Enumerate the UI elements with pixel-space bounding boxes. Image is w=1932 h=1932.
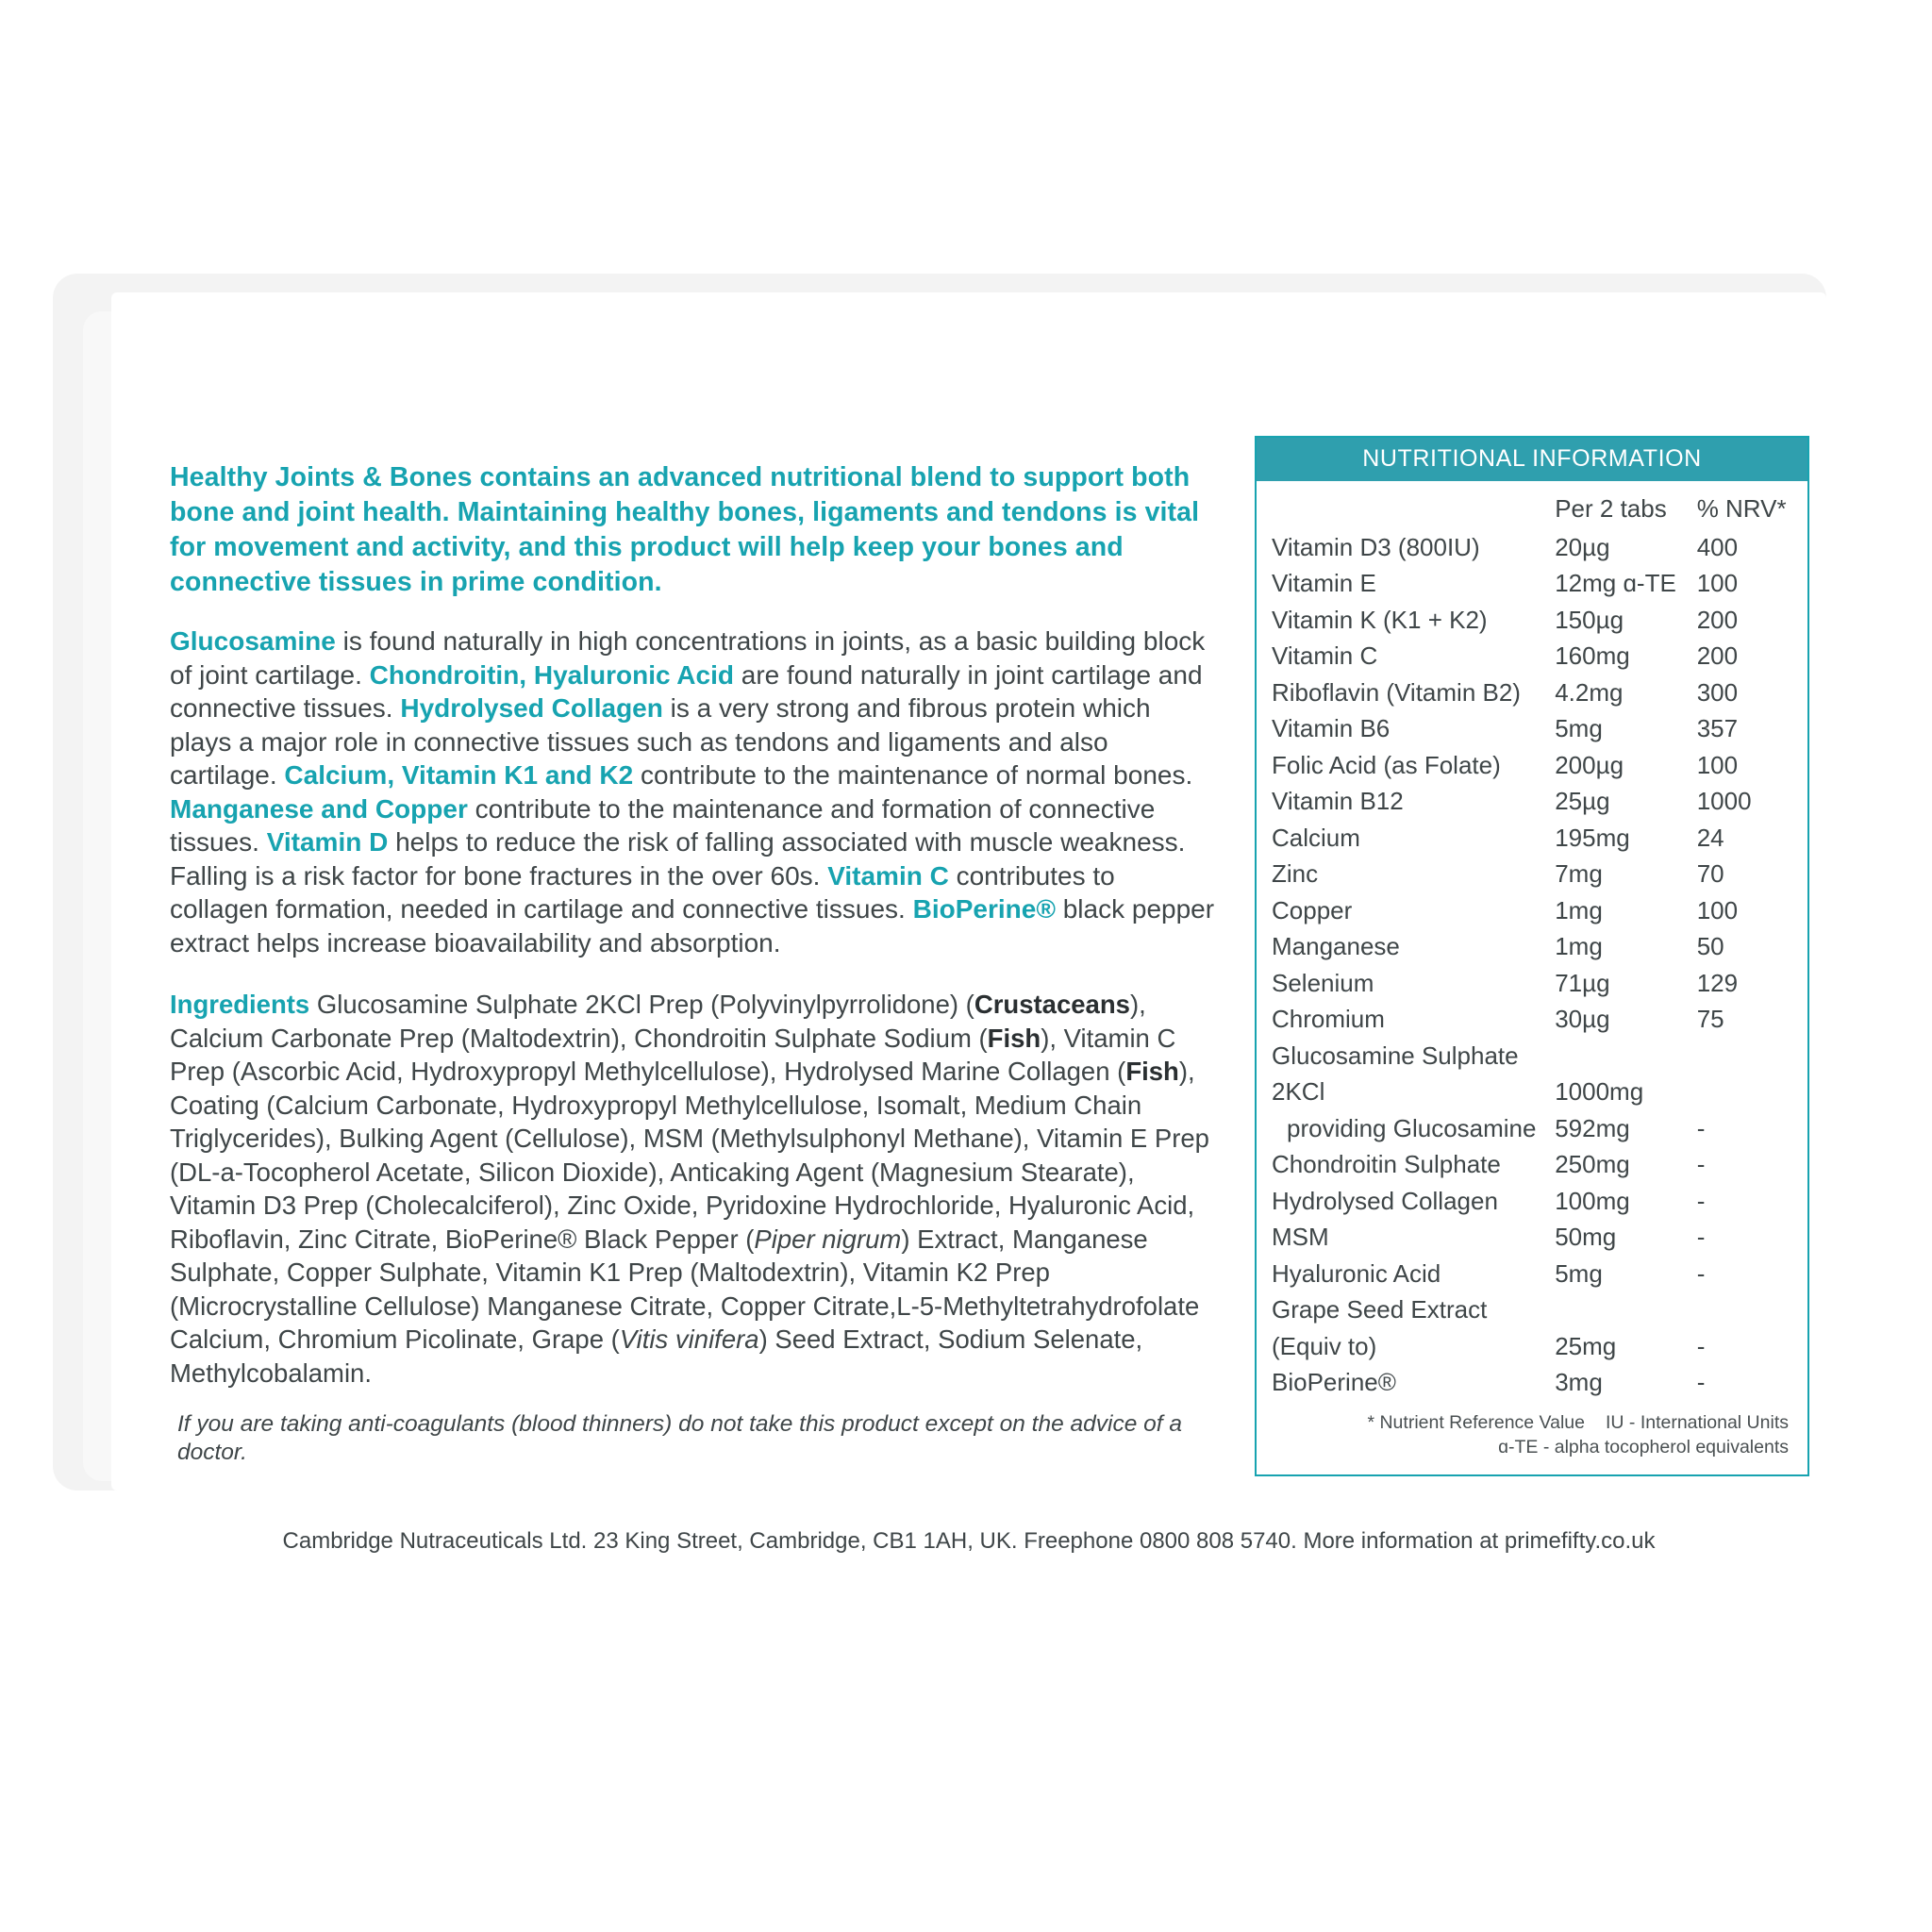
allergen-emphasis: Fish	[1125, 1057, 1179, 1086]
nutrition-row	[1268, 747, 1794, 784]
nutrient-nrv: 100	[1696, 895, 1739, 924]
nutrition-row	[1268, 1146, 1794, 1183]
nutrient-name: Selenium	[1272, 968, 1374, 997]
description-paragraph	[170, 625, 1219, 959]
nutrition-body	[1257, 481, 1807, 1474]
nutrient-name: 2KCl	[1272, 1077, 1325, 1106]
nutrient-nrv: 75	[1696, 1005, 1724, 1033]
nutrient-nrv: -	[1696, 1186, 1706, 1215]
nutrient-nrv: 100	[1696, 569, 1739, 597]
nutrient-amount: 5mg	[1555, 714, 1603, 742]
description-text: helps to reduce the risk of falling associated with muscle weakness. Falling is a risk factor for bone fractures in the over 60s.	[170, 827, 1186, 891]
nutrition-table-header-row	[1268, 491, 1794, 529]
nutrition-row	[1268, 602, 1794, 639]
nutrient-amount: 100mg	[1555, 1186, 1630, 1215]
nutrient-amount: 250mg	[1555, 1150, 1630, 1178]
nutrition-row	[1268, 1256, 1794, 1292]
nutrition-table	[1268, 491, 1794, 1401]
nutrient-nrv: 100	[1696, 750, 1739, 779]
nutrition-row	[1268, 1364, 1794, 1401]
nutrient-nrv: 129	[1696, 968, 1739, 997]
nutrient-amount: 7mg	[1555, 859, 1603, 888]
nutrient-name: Zinc	[1272, 859, 1319, 888]
description-highlight: Calcium, Vitamin K1 and K2	[284, 760, 634, 790]
description-text: black pepper extract helps increase bioavailability and absorption.	[170, 894, 1215, 958]
description-highlight: Glucosamine	[170, 626, 336, 656]
nutrient-nrv: -	[1696, 1223, 1706, 1251]
nutrient-name: BioPerine®	[1272, 1368, 1396, 1396]
nutrient-nrv: -	[1696, 1113, 1706, 1142]
latin-name: Vitis vinifera	[619, 1324, 759, 1354]
description-text: is found naturally in high concentrations in joints, as a basic building block of joint cartilage.	[170, 626, 1206, 690]
nutrient-amount	[1555, 1038, 1696, 1074]
description-highlight: Chondroitin, Hyaluronic Acid	[369, 659, 734, 690]
nutritional-information-box	[1255, 436, 1809, 1476]
nutrient-nrv: -	[1696, 1258, 1706, 1288]
nutrient-name: Hyaluronic Acid	[1272, 1258, 1441, 1288]
header-nutrient	[1268, 491, 1555, 529]
nutrient-name: Vitamin E	[1272, 569, 1376, 597]
nutrient-amount: 150µg	[1555, 605, 1624, 634]
nutrient-amount: 20µg	[1555, 532, 1610, 561]
nutrient-name: Copper	[1272, 895, 1353, 924]
description-highlight: Manganese and Copper	[170, 793, 468, 824]
nutrient-amount: 195mg	[1555, 823, 1630, 852]
nutrient-amount: 1mg	[1555, 932, 1603, 960]
nutrition-row	[1268, 1038, 1794, 1074]
nutrient-amount: 200µg	[1555, 750, 1624, 779]
nutrition-row	[1268, 638, 1794, 675]
nutrient-nrv: 50	[1696, 932, 1724, 960]
nutrient-nrv	[1697, 1074, 1794, 1110]
company-footer: Cambridge Nutraceuticals Ltd. 23 King Street, Cambridge, CB1 1AH, UK. Freephone 0800 808 5740. More information at primefifty.co.uk	[282, 1528, 1656, 1554]
nutrient-nrv: 24	[1696, 823, 1724, 852]
latin-name: Piper nigrum	[754, 1224, 902, 1254]
nutrient-amount	[1555, 1291, 1696, 1328]
nutrient-amount: 4.2mg	[1555, 677, 1624, 707]
nutrient-amount: 71µg	[1555, 968, 1610, 997]
description-text: is a very strong and fibrous protein which plays a major role in connective tissues such as tendons and ligaments and also cartilage.	[170, 693, 1151, 790]
nutrition-row	[1268, 856, 1794, 892]
nutrient-name: Vitamin C	[1272, 641, 1378, 670]
warning-text: If you are taking anti-coagulants (blood thinners) do not take this product except on the advice of a doctor.	[177, 1411, 1183, 1465]
nutrient-nrv: -	[1696, 1368, 1706, 1396]
footnote-iu: IU - International Units	[1605, 1411, 1789, 1433]
description-highlight: Vitamin C	[827, 860, 949, 891]
header-per-2-tabs: Per 2 tabs	[1555, 494, 1667, 523]
nutrition-row	[1268, 529, 1794, 566]
nutrition-row	[1268, 565, 1794, 602]
nutrient-nrv: 1000	[1696, 787, 1752, 815]
nutrition-row	[1268, 1328, 1794, 1365]
nutrient-name: Chondroitin Sulphate	[1272, 1150, 1501, 1178]
description-text: contribute to the maintenance and formation of connective tissues.	[170, 793, 1156, 857]
nutrition-row	[1268, 1183, 1794, 1220]
description-highlight: Hydrolysed Collagen	[400, 693, 663, 723]
nutrient-name: Hydrolysed Collagen	[1272, 1186, 1498, 1215]
nutrient-name: Chromium	[1272, 1005, 1385, 1033]
description-highlight: BioPerine®	[912, 894, 1056, 924]
nutrition-row	[1268, 783, 1794, 820]
nutrient-name: (Equiv to)	[1272, 1331, 1377, 1360]
nutrition-row	[1268, 1001, 1794, 1038]
nutrient-name: Grape Seed Extract	[1272, 1295, 1488, 1324]
nutrient-name: providing Glucosamine	[1287, 1113, 1537, 1142]
nutrition-row	[1268, 928, 1794, 965]
nutrient-name: Glucosamine Sulphate	[1272, 1041, 1519, 1070]
description-text: contributes to collagen formation, needed in cartilage and connective tissues.	[170, 860, 1115, 924]
footnote-ate: ɑ-TE - alpha tocopherol equivalents	[1498, 1436, 1789, 1457]
nutrient-nrv: 200	[1696, 605, 1739, 634]
nutrition-row	[1268, 710, 1794, 747]
nutrient-name: MSM	[1272, 1223, 1329, 1251]
nutrition-row	[1268, 820, 1794, 857]
nutrient-nrv: 300	[1696, 677, 1739, 707]
intro-paragraph: Healthy Joints & Bones contains an advanced nutritional blend to support both bone and joint health. Maintaining healthy bones, ligaments and tendons is vital for movement and activity, and this product will help keep your bones and connective tissues in prime condition.	[170, 462, 1200, 597]
nutrition-table-body	[1268, 491, 1794, 1401]
nutrition-row	[1268, 1074, 1794, 1110]
description-highlight: Vitamin D	[266, 827, 389, 857]
nutrient-amount: 1mg	[1555, 895, 1603, 924]
ingredients-text: Glucosamine Sulphate 2KCl Prep (Polyvinylpyrrolidone) (Crustaceans), Calcium Carbonate Prep (Maltodextrin), Chondroitin Sulphate Sodium (Fish), Vitamin C Prep (Ascorbic Acid, Hydroxypropyl Methylcellulose), Hydrolysed Marine Collagen (Fish), Coating (Calcium Carbonate, Hydroxypropyl Methylcellulose, Isomalt, Medium Chain Triglycerides), Bulking Agent (Cellulose), MSM (Methylsulphonyl Methane), Vitamin E Prep (DL-a-Tocopherol Acetate, Silicon Dioxide), Anticaking Agent (Magnesium Stearate), Vitamin D3 Prep (Cholecalciferol), Zinc Oxide, Pyridoxine Hydrochloride, Hyaluronic Acid, Riboflavin, Zinc Citrate, BioPerine® Black Pepper (Piper nigrum) Extract, Manganese Sulphate, Copper Sulphate, Vitamin K1 Prep (Maltodextrin), Vitamin K2 Prep (Microcrystalline Cellulose) Manganese Citrate, Copper Citrate,L-5-Methyltetrahydrofolate Calcium, Chromium Picolinate, Grape (Vitis vinifera) Seed Extract, Sodium Selenate, Methylcobalamin.	[170, 990, 1209, 1388]
footnote-nrv: * Nutrient Reference Value	[1367, 1411, 1585, 1433]
header-nrv: % NRV*	[1696, 494, 1787, 523]
nutrition-footnote	[1268, 1401, 1794, 1467]
nutrition-row	[1268, 1291, 1794, 1328]
nutrient-name: Manganese	[1272, 932, 1400, 960]
nutrient-name: Folic Acid (as Folate)	[1272, 750, 1501, 779]
nutrient-name: Vitamin B12	[1272, 787, 1404, 815]
nutrient-amount: 25mg	[1555, 1331, 1617, 1360]
nutrient-name: Vitamin D3 (800IU)	[1272, 532, 1480, 561]
nutrient-nrv	[1697, 1291, 1794, 1328]
description-text: are found naturally in joint cartilage and connective tissues.	[170, 659, 1203, 723]
nutrient-nrv	[1697, 1038, 1794, 1074]
left-column	[170, 460, 1219, 1467]
nutrient-nrv: 70	[1696, 859, 1724, 888]
nutrient-amount: 1000mg	[1555, 1077, 1644, 1106]
nutrition-row	[1268, 892, 1794, 929]
allergen-emphasis: Fish	[987, 1023, 1041, 1053]
nutrient-amount: 592mg	[1555, 1113, 1630, 1142]
nutrient-name: Riboflavin (Vitamin B2)	[1272, 677, 1521, 707]
nutrition-row	[1268, 1110, 1794, 1147]
nutrient-amount: 160mg	[1555, 641, 1630, 670]
nutrient-nrv: 357	[1696, 714, 1739, 742]
nutrient-nrv: -	[1696, 1150, 1706, 1178]
nutrient-amount: 3mg	[1555, 1368, 1603, 1396]
ingredients-label: Ingredients	[170, 990, 310, 1019]
ingredients-paragraph	[170, 988, 1219, 1390]
nutrient-nrv: -	[1696, 1331, 1706, 1360]
nutrient-amount: 50mg	[1555, 1223, 1617, 1251]
nutrient-name: Calcium	[1272, 823, 1360, 852]
nutrition-row	[1268, 1219, 1794, 1256]
nutrient-amount: 5mg	[1555, 1258, 1603, 1288]
nutrient-name: Vitamin B6	[1272, 714, 1391, 742]
nutrient-name: Vitamin K (K1 + K2)	[1272, 605, 1488, 634]
allergen-emphasis: Crustaceans	[974, 990, 1130, 1019]
nutrient-amount: 12mg ɑ-TE	[1555, 569, 1676, 597]
nutrient-nrv: 200	[1696, 641, 1739, 670]
nutrient-amount: 25µg	[1555, 787, 1610, 815]
nutrition-row	[1268, 965, 1794, 1002]
description-text: contribute to the maintenance of normal bones.	[633, 760, 1193, 790]
nutrition-row	[1268, 675, 1794, 711]
nutrient-nrv: 400	[1696, 532, 1739, 561]
nutrition-title: NUTRITIONAL INFORMATION	[1257, 438, 1807, 481]
nutrient-amount: 30µg	[1555, 1005, 1610, 1033]
